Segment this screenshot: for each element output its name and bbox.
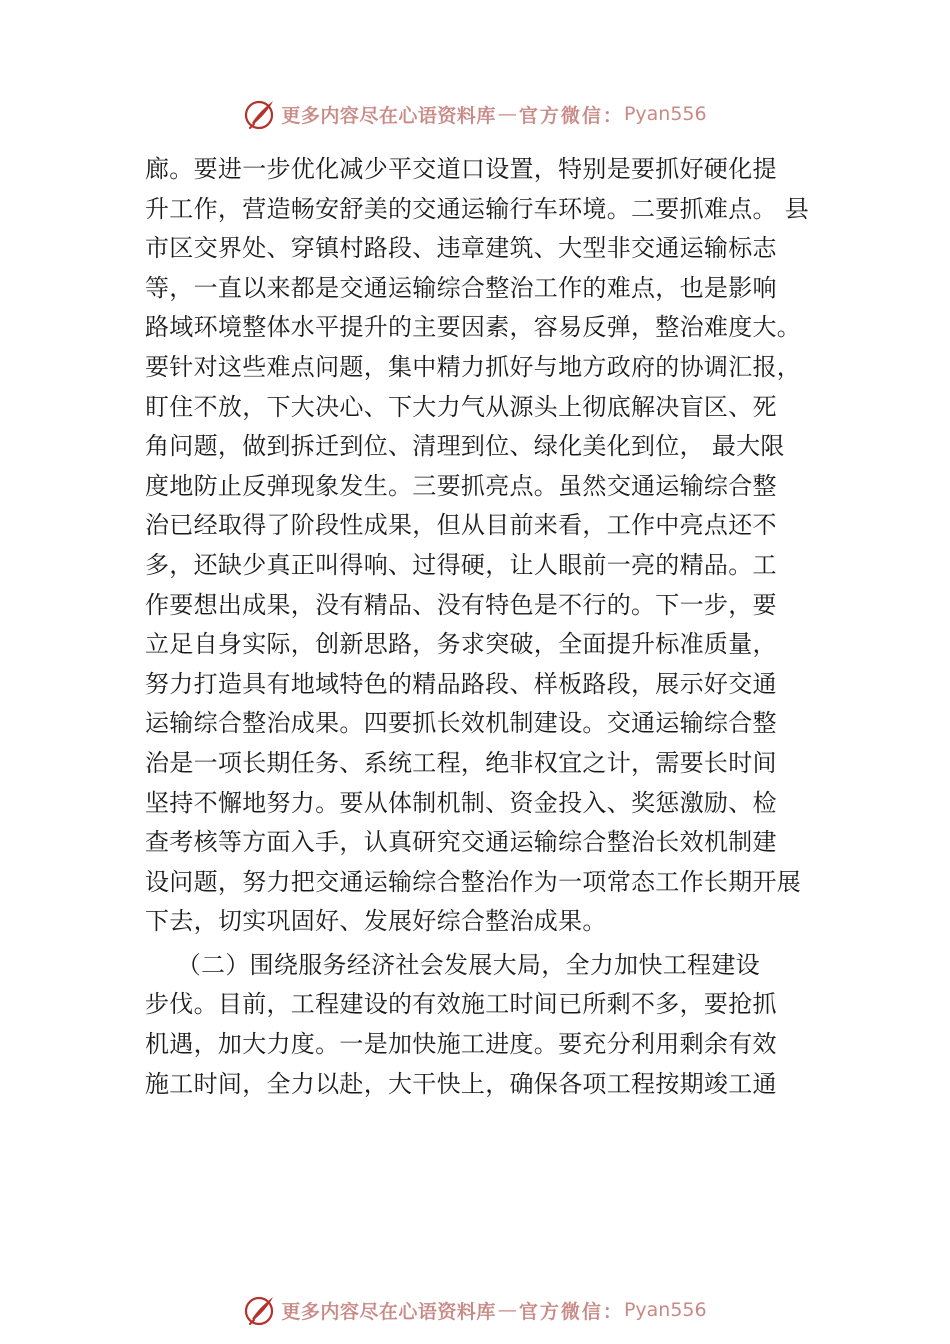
banner-handle: Pyan556	[623, 103, 707, 125]
body-line: 立足自身实际，创新思路，务求突破，全面提升标准质量，	[145, 630, 777, 659]
body-line: 角问题，做到拆迁到位、清理到位、绿化美化到位， 最大限	[145, 432, 785, 461]
body-line: 治是一项长期任务、系统工程，绝非权宜之计，需要长时间	[145, 748, 777, 777]
body-line: 升工作，营造畅安舒美的交通运输行车环境。二要抓难点。 县	[145, 194, 810, 223]
banner-brand: 更多内容尽在心语资料库	[281, 104, 496, 127]
body-line: 度地防止反弹现象发生。三要抓亮点。虽然交通运输综合整	[145, 471, 777, 500]
document-body	[145, 150, 825, 1104]
body-line: 设问题，努力把交通运输综合整治作为一项常态工作长期开展	[145, 867, 802, 896]
header-banner	[0, 94, 950, 134]
body-line: 廊。要进一步优化减少平交道口设置，特别是要抓好硬化提	[145, 155, 777, 183]
banner-label: 官方微信：	[518, 104, 624, 127]
banner-separator: —	[497, 1299, 517, 1321]
banner-brand: 更多内容尽在心语资料库	[281, 1300, 496, 1323]
body-line: 努力打造具有地域特色的精品路段、样板路段，展示好交通	[145, 669, 777, 698]
body-line: 机遇，加大力度。一是加快施工进度。要充分利用剩余有效	[145, 1030, 777, 1059]
body-line: 盯住不放，下大决心、下大力气从源头上彻底解决盲区、死	[145, 392, 777, 421]
banner-separator: —	[497, 103, 517, 125]
body-line: 等，一直以来都是交通运输综合整治工作的难点，也是影响	[145, 273, 777, 302]
body-line: 路域环境整体水平提升的主要因素，容易反弹，整治难度大。	[145, 313, 802, 342]
section-heading-line: （二）围绕服务经济社会发展大局，全力加快工程建设	[145, 950, 760, 979]
body-line: 步伐。目前，工程建设的有效施工时间已所剩不多，要抢抓	[145, 990, 777, 1019]
body-line: 查考核等方面入手，认真研究交通运输综合整治长效机制建	[145, 828, 777, 857]
quill-logo-icon	[243, 1293, 277, 1327]
body-line: 治已经取得了阶段性成果，但从目前来看，工作中亮点还不	[145, 511, 777, 540]
body-line: 要针对这些难点问题，集中精力抓好与地方政府的协调汇报，	[145, 352, 802, 381]
banner-handle: Pyan556	[623, 1299, 707, 1321]
body-line: 下去，切实巩固好、发展好综合整治成果。	[145, 907, 607, 936]
body-line: 市区交界处、穿镇村路段、违章建筑、大型非交通运输标志	[145, 234, 777, 263]
footer-banner	[0, 1290, 950, 1330]
body-line: 施工时间，全力以赴，大干快上，确保各项工程按期竣工通	[145, 1069, 777, 1098]
body-line: 运输综合整治成果。四要抓长效机制建设。交通运输综合整	[145, 709, 777, 738]
body-line: 作要想出成果，没有精品、没有特色是不行的。下一步，要	[145, 590, 777, 619]
body-line: 多，还缺少真正叫得响、过得硬，让人眼前一亮的精品。工	[145, 550, 777, 579]
body-line: 坚持不懈地努力。要从体制机制、资金投入、奖惩激励、检	[145, 788, 777, 817]
quill-logo-icon	[243, 97, 277, 131]
banner-label: 官方微信：	[518, 1300, 624, 1323]
